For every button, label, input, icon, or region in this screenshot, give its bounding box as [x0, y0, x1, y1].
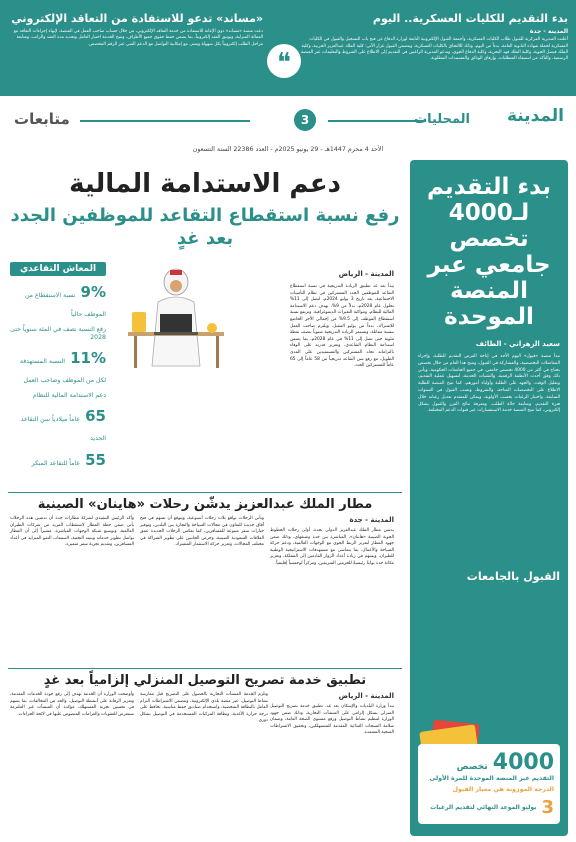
masthead-rule-left [80, 120, 250, 122]
pension-note: رفع النسبة نصف في المئة سنوياً حتى 2028 [10, 326, 106, 341]
pension-item [10, 406, 106, 444]
masthead-rule-right [328, 120, 426, 122]
pension-value: 65 [85, 407, 106, 425]
article3-column-3: وأوضحت الوزارة أن الخدمة تهدف إلى رفع جودة الخدمات المقدمة، وتعزيز الرقابة على أنشطة التوصيل، والحد من المخالفات، بما يسهم في تحسين تجربة المستهلك، مؤكدة أن المنشآت غير الملتزمة ستتعرض للعقوبات والغرامات المنصوص عليها في لائحة الجزاءات. [10, 692, 134, 717]
stat-number-4000: 4000 [492, 750, 554, 775]
top-story-right [300, 12, 568, 92]
quote-icon: ❝ [267, 44, 301, 78]
lead-dateline: المدينة - الرياض [338, 270, 394, 278]
pension-infographic [10, 262, 106, 475]
pension-note: دعم الاستدامة المالية للنظام [32, 392, 106, 399]
article3-column-1: تبدأ وزارة البلديات والإسكان بعد غد، تطبيق خدمة تصريح التوصيل المنزلي بشكل إلزامي على المنشآت التجارية، وذلك ضمن جهود الوزارة لتنظيم نشاط التوصيل ورفع مستوى الصحة العامة، وضمان سلامة المنتجات الغذائية المقدمة للمستهلكين، وتحقيق الاشتراطات الصحية المعتمدة. [270, 704, 394, 736]
sidebar-story [410, 160, 568, 836]
sidebar-illustration-title: القبول بالجامعات [466, 570, 560, 583]
pension-label: عاماً للتقاعد المبكر [31, 460, 81, 467]
article2-headline: مطار الملك عبدالعزيز يدشّن رحلات «هاينان» الصينية [8, 492, 402, 512]
article2-dateline: المدينة - جدة [349, 516, 394, 524]
top-right-title: بدء التقديم للكليات العسكرية.. اليوم [372, 12, 568, 25]
stat-number-3: 3 [541, 797, 554, 818]
stat-caption-2: الدرجة الموزونة هي معيار القبول [452, 786, 554, 793]
stat-unit: تخصص [456, 762, 488, 772]
top-story-left [8, 12, 263, 92]
top-left-body: دعت منصة «مساند» ذوي الإعانة للاستفادة من خدمة التعاقد الإلكتروني، من خلال حساب صاحب العمل في المنصة، لإنهاء إجراءات التعاقد مع العمالة المنزلية، وتوثيق العقد إلكترونياً، بما يضمن حفظ حقوق جميع الأطراف، وتتيح الخدمة اختيار العامل وتحديد مدة العقد والراتب، ومتابعة مراحل الطلب إلكترونياً بكل سهولة ويسر، مع إمكانية التواصل مع الدعم الفني عبر الرقم المخصص. [13, 29, 263, 47]
sidebar-author: سعيد الزهراني - الطائف [475, 340, 560, 348]
newspaper-logo: المدينة [506, 106, 564, 126]
top-right-body: أعلنت المديرية المركزية للقبول طلاب الكليات العسكرية، وأجمعة القبول الإلكترونية التابعة لوزارة الدفاع عن فتح باب التسجيل والقبول في الكليات العسكرية لحملة شهادة الثانوية العامة، بدءاً من اليوم، وذلك للالتحاق بالكليات العسكرية، ويتضمن القبول غرار الآتي: كلية الملك عبدالعزيز الحربية، وكلية الملك فيصل الجوية، وكلية الملك فهد البحرية، وكلية الدفاع الجوي، وتدعو المديرية الراغبين في التقديم إلى الاطلاع على الشروط والتعليمات عبر المنصة الرسمية، والتأكد من استيفاء المتطلبات، وإرفاق الوثائق والمستندات المطلوبة. [300, 37, 568, 62]
pension-value: 11% [70, 349, 106, 367]
page-number: 3 [294, 109, 316, 131]
article2-column-3: وأكد الرئيس التنفيذي لشركة مطارات جدة أن تدشين هذه الرحلات يأتي ضمن خطة المطار لاستقطاب المزيد من شركات الطيران العالمية، وتوسيع شبكة الوجهات المباشرة، مشيراً إلى أن المطار يواصل تطوير خدماته وبنيته التحتية، لاستيعاب النمو المتزايد في أعداد المسافرين، وتقديم تجربة سفر متميزة. [10, 516, 134, 548]
sidebar-headline: بدء التقديم لـ4000 تخصص جامعي عبر المنصة الموحدة [426, 174, 552, 330]
issue-dateline: الأحد 4 محرم 1447هـ - 29 يونيو 2025م - العدد 22386 السنة التسعون [192, 146, 384, 153]
top-left-title: «مساند» تدعو للاستفادة من التعاقد الإلكتروني [11, 12, 263, 25]
lead-body: يبدأ بعد غد تطبيق الزيادة التدريجية في نسبة استقطاع التقاعد للموظفين الجدد المشتركين في نظام التأمينات الاجتماعية، بعد تاريخ 3 يوليو 2024م، لتصل إلى 11% بحلول عام 2028م، بدلاً من 9%، بهدف دعم الاستدامة المالية للنظام، ومواكبة التغيرات الديموغرافية. وترتفع نسبة استقطاع الموظف إلى 9.5% من إجمالي الأجر الخاضع للاشتراك، بدءاً من يوليو المقبل، ويلتزم صاحب العمل بنسبة مماثلة، وتستمر الزيادة التدريجية سنوياً بنصف نقطة مئوية حتى تصل إلى 11% في عام 2028م، بما يضمن استدامة النظام التقاعدي، وتعزيز قدرته على الوفاء بالتزاماته تجاه المشتركين والمستفيدين على المدى الطويل، مع رفع سن التقاعد تدريجياً من 58 عاماً إلى 65 عاماً للمشتركين الجدد. [290, 284, 395, 369]
retiree-illustration [108, 262, 244, 382]
top-news-bar [0, 0, 576, 96]
article3-column-2: وتلزم الخدمة المنشآت التجارية بالحصول على التصريح قبل ممارسة نشاط التوصيل، عبر منصة بلدي الإلكترونية، وتتضمن الاشتراطات التزام العامل بالنظافة الشخصية، واستخدام صناديق حفظ مناسبة، تحافظ على درجة حرارة الأغذية، ونظافة المركبات المستخدمة في التوصيل بشكل دوري. [140, 692, 268, 724]
section-name: المحليات [414, 112, 470, 127]
sidebar-stats-card [418, 744, 560, 824]
pension-item [10, 282, 106, 320]
pension-value: 55 [85, 451, 106, 469]
lead-headline: دعم الاستدامة المالية [69, 169, 341, 199]
article2-column-2: وتأتي الرحلات بواقع ثلاث رحلات أسبوعية، ويتوقع أن تسهم في فتح آفاق جديدة للتعاون في مجالات السياحة والتجارة بين البلدين، وتوفير خيارات سفر متنوعة للمسافرين، كما تعكس الرحلات الجديدة عمق العلاقات السعودية الصينية، وحرص الجانبين على تطوير الشراكة في مختلف المجالات، وتعزيز حركة الاستثمار المشترك. [140, 516, 264, 548]
masthead [0, 106, 576, 134]
lead-subheadline: رفع نسبة استقطاع التقاعد للموظفين الجدد بعد غدٍ [10, 205, 400, 249]
article3-headline: تطبيق خدمة تصريح التوصيل المنزلي إلزامياً بعد غدٍ [8, 668, 402, 688]
stat-caption-3: يوليو الموعد النهائي لتقديم الرغبات [430, 804, 537, 811]
pension-value: 9% [80, 283, 106, 301]
section-label-left: متابعات [14, 110, 70, 128]
pension-label: نسبة الاستقطاع من الموظف حالياً [24, 292, 106, 318]
stat-caption-1: التقديم عبر المنصة الموحدة للمرة الأولى [429, 775, 554, 782]
pension-label: عاماً ميلادياً سن التقاعد الجديد [20, 416, 106, 442]
pension-item [10, 450, 106, 469]
pension-item [10, 348, 106, 386]
article2-column-1: يدشن مطار الملك عبدالعزيز الدولي بجدة، أولى رحلات الخطوط الجوية الصينية «هاينان»، المباشرة بين جدة وشنغهاي، وذلك ضمن جهود المطار لتعزيز الربط الجوي مع الوجهات العالمية، ودعم حركة السياحة والأعمال، بما يتماشى مع مستهدفات الاستراتيجية الوطنية للطيران، ويسهم في زيادة أعداد الزوار القادمين إلى المملكة، وتعزيز مكانة جدة بوابةً رئيسيةً للحرمين الشريفين، ومركزاً لوجستياً إقليمياً. [270, 528, 394, 566]
article3-dateline: المدينة - الرياض [338, 692, 394, 700]
sidebar-body: تبدأ منصة «قبول» اليوم الأحد في إتاحة الفرص التقديم للطلبة، وإجراء المفاضلات التخصصية، والمشاركة في القبول، وتتيح هذا العام من خلال تخصص يحتاج في أكثر من 4000 تخصص جامعي، في جميع الجامعات الحكومية، ويأتي ذلك وفق أحدث الأنظمة الرقمية، والتقنيات الحديثة، لتسهيل عملية التقديم، وتقليل الوقت، والجهد على الطلبة وأولياء أمورهم، كما تتيح المنصة للطلبة الاطلاع على التخصصات المتاحة، والشروط، ونسب القبول في السنوات السابقة، واختيار الرغبات بحسب الأولوية، ويمكن للمتقدم تعديل رغباته خلال فترة التقديم، ومتابعة حالة الطلب، ومعرفة نتائج الفرز والقبول بشكل إلكتروني، كما تتيح المنصة خدمة الاستفسارات عبر قنوات الدعم المختلفة. [418, 354, 560, 414]
pension-label: النسبة المستهدفة لكل من الموظف وصاحب العمل [19, 358, 106, 384]
pension-title: المعاش التقاعدي [10, 262, 106, 276]
top-right-location: المدينة - جدة [529, 28, 568, 35]
